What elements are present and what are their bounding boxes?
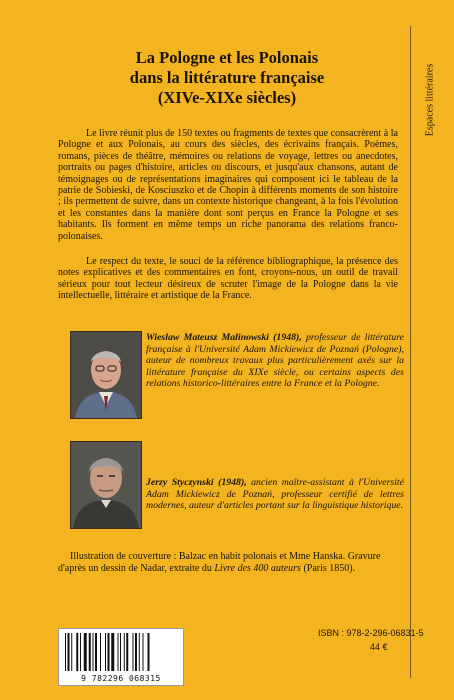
author-bio-1 — [146, 332, 404, 390]
author-name-1: Wieslaw Mateusz Malinowski (1948), — [146, 332, 302, 343]
barcode-bars-icon — [65, 633, 177, 671]
author-photo-styczynski — [70, 441, 142, 529]
series-spine — [416, 30, 444, 170]
credit-text-1: Illustration de couverture : Balzac en habit polonais et Mme Hanska. Gravure d'après un dessin de Nadar, extraite du — [58, 551, 381, 574]
price: 44 € — [370, 642, 388, 652]
side-divider — [410, 26, 411, 678]
barcode — [58, 628, 184, 686]
author-photo-malinowski — [70, 331, 142, 419]
book-title-line2: dans la littérature française — [129, 68, 325, 87]
barcode-number: 9 782296 068315 — [81, 674, 161, 683]
cover-illustration-credit — [58, 551, 400, 574]
series-label: Espaces littéraires — [424, 63, 436, 137]
description-paragraph-1: Le livre réunit plus de 150 textes ou fragments de textes que consacrèrent à la Pologne et aux Polonais, au cours des siècles, des écrivains français. Poèmes, romans, pièces de théâtre, mémoires ou relations de voyage, lettres ou anecdotes, portraits ou pages d'histoire, articles ou discours, et jusqu'aux chansons, autant de témoignages ou de représentations imaginaires qui composent ici le tableau de la patrie de Sobieski, de Kosciuszko et de Chopin à différents moments de son histoire ; ils permettent de suivre, dans un contexte historique changeant, à la fois l'évolution et les constantes dans la manière dont sont perçus en France la Pologne et ses habitants. Ils forment en même temps un riche panorama des relations franco-polonaises. — [58, 128, 398, 242]
credit-text-2: (Paris 1850). — [300, 562, 356, 574]
isbn: ISBN : 978-2-296-06831-5 — [318, 628, 424, 638]
author-description-2: ancien maître-assistant à l'Université Adam Mickiewicz de Poznań, professeur certifié de lettres modernes, auteur d'articles portant sur la linguistique historique. — [146, 477, 404, 512]
author-name-2: Jerzy Styczynski (1948), — [146, 477, 247, 488]
author-description-1: professeur de littérature française à l'Université Adam Mickiewicz de Poznań (Pologne), auteur de nombreux travaux plus particulièrement axés sur la littérature française du XIXe siècle, ou certains aspects des relations historico-littéraires entre la France et la Pologne. — [146, 332, 404, 390]
credit-book-title: Livre des 400 auteurs — [214, 562, 301, 574]
portrait-icon — [71, 442, 141, 528]
author-bio-2 — [146, 477, 404, 512]
description-paragraph-2: Le respect du texte, le souci de la référence bibliographique, la présence des notes explicatives et des commentaires en font, croyons-nous, un outil de travail sérieux pour tout lecteur désireux de scruter l'image de la Pologne dans la vie intellectuelle, littéraire et artistique de la France. — [58, 256, 398, 302]
portrait-icon — [71, 332, 141, 418]
book-title-line1: La Pologne et les Polonais — [135, 48, 319, 67]
book-title-line3: (XIVe-XIXe siècles) — [157, 88, 297, 107]
